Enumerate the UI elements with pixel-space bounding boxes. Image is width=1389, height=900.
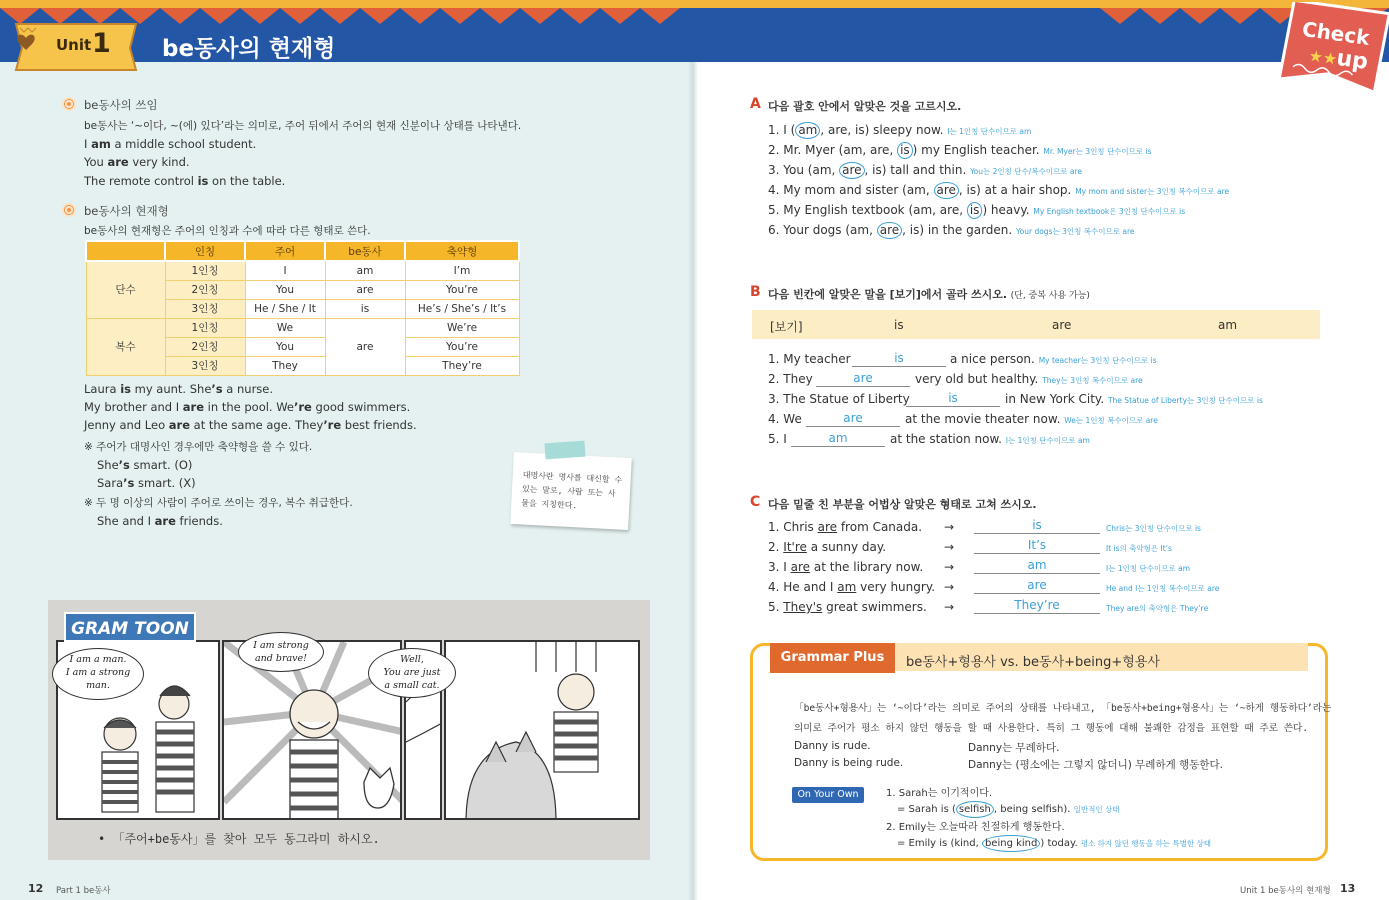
section-letter-a: A	[750, 96, 761, 112]
question-c-item: 4. He and I am very hungry.	[768, 580, 936, 594]
present-intro: be동사의 현재형은 주어의 인칭과 수에 따라 다른 형태로 쓴다.	[84, 225, 371, 237]
usage-example: I am a middle school student.	[84, 137, 257, 151]
page-number-right: 13	[1340, 882, 1356, 895]
question-c-item: 2. It're a sunny day.	[768, 540, 887, 554]
question-a-item: 1. I ( am , are, is) sleepy now. I는 1인칭 단수이므로 am	[768, 123, 1032, 137]
hint-text: He and I는 1인칭 복수이므로 are	[1106, 584, 1220, 593]
note-pronoun: ※ 주어가 대명사인 경우에만 축약형을 쓸 수 있다.	[84, 441, 313, 453]
page-number-left: 12	[28, 882, 44, 895]
header-decoration	[0, 0, 1389, 26]
tape-decoration	[544, 441, 585, 460]
question-c-item: 5. They's great swimmers.	[768, 600, 927, 614]
hint-text: I는 1인칭 단수이므로 am	[1106, 564, 1190, 573]
question-b-number: 1. My teacher	[768, 352, 851, 366]
example-sentence: My brother and I are in the pool. We’re good swimmers.	[84, 400, 411, 414]
example-sentence: Laura is my aunt. She’s a nurse.	[84, 382, 274, 396]
sticky-note-text: 대명사란 명사를 대신할 수 있는 말로, 사람 또는 사물을 지칭한다.	[521, 470, 623, 511]
instruction-c: 다음 밑줄 친 부분을 어법상 알맞은 형태로 고쳐 쓰시오.	[768, 498, 1037, 511]
table-row: 2인칭 You You’re	[86, 337, 519, 356]
arrow-icon: →	[944, 560, 955, 574]
answer-blank: They’re	[974, 598, 1100, 614]
question-b-number: 4. We	[768, 412, 802, 426]
circled-answer: am	[795, 122, 820, 139]
word-box-word: are	[1052, 318, 1072, 332]
table-row: 3인칭 They They’re	[86, 356, 519, 375]
word-box	[752, 310, 1320, 339]
arrow-icon: →	[944, 580, 955, 594]
hint-text: Chris는 3인칭 단수이므로 is	[1106, 524, 1201, 533]
question-a-item: 5. My English textbook (am, are, is ) heavy. My English textbook은 3인칭 단수이므로 is	[768, 203, 1186, 217]
spiral-bullet-icon	[62, 203, 76, 217]
question-b-rest: very old but healthy. They는 3인칭 복수이므로 are	[915, 372, 1143, 386]
svg-text:★★: ★★	[1307, 45, 1339, 69]
grammar-plus-tab: Grammar Plus	[770, 643, 895, 673]
sticky-note	[510, 452, 632, 530]
answer-blank: am	[974, 558, 1100, 574]
page-title: be동사의 현재형	[162, 36, 336, 62]
table-header	[86, 241, 165, 261]
example-sentence: Jenny and Leo are at the same age. They’re best friends.	[84, 418, 417, 432]
section-letter-b: B	[750, 284, 761, 300]
answer-blank: am	[791, 431, 885, 447]
badge-check-text: Check	[1300, 16, 1372, 50]
practice-answer: = Emily is (kind, being kind ) today. 평소 하지 않던 행동을 하는 특별한 상태	[897, 835, 1211, 852]
question-b-rest: in New York City. The Statue of Liberty는 3인칭 단수이므로 is	[1005, 392, 1263, 406]
question-a-item: 4. My mom and sister (am, are , is) at a hair shop. My mom and sister는 3인칭 복수이므로 are	[768, 183, 1230, 197]
question-b-rest: a nice person. My teacher는 3인칭 단수이므로 is	[950, 352, 1157, 366]
question-b-rest: at the station now. I는 1인칭 단수이므로 am	[890, 432, 1090, 446]
check-up-badge	[1276, 2, 1389, 94]
usage-example: The remote control is on the table.	[84, 174, 286, 188]
page-label-right: Unit 1 be동사의 현재형	[1240, 886, 1331, 896]
answer-blank: are	[806, 411, 900, 427]
speech-bubble: I am strong and brave!	[238, 632, 324, 672]
badge-up-text: up	[1334, 45, 1370, 75]
grammar-plus-title: be동사+형용사 vs. be동사+being+형용사	[906, 655, 1160, 670]
table-header: 인칭	[165, 241, 245, 261]
table-row: 단수 1인칭 I am I’m	[86, 261, 519, 280]
section-heading-present: be동사의 현재형	[84, 204, 169, 218]
grammar-example-ko: Danny는 무례하다.	[968, 742, 1060, 754]
question-a-item: 3. You (am, are , is) tall and thin. You는 2인칭 단수/복수이므로 are	[768, 163, 1083, 177]
speech-bubble: Well, You are just a small cat.	[368, 648, 456, 698]
instruction-a: 다음 괄호 안에서 알맞은 것을 고르시오.	[768, 100, 962, 113]
section-letter-c: C	[750, 494, 761, 510]
question-b-number: 5. I	[768, 432, 787, 446]
note-plural: ※ 두 명 이상의 사람이 주어로 쓰이는 경우, 복수 취급한다.	[84, 497, 353, 509]
answer-blank: is	[852, 351, 946, 367]
practice-question: 1. Sarah는 이기적이다.	[886, 788, 993, 799]
note-example: She and I are friends.	[97, 514, 223, 528]
question-c-item: 1. Chris are from Canada.	[768, 520, 923, 534]
page-gutter	[688, 0, 698, 900]
hint-text: They are의 축약형은 They’re	[1106, 604, 1209, 613]
answer-blank: is	[974, 518, 1100, 534]
usage-example: You are very kind.	[84, 155, 190, 169]
comic-panel-4	[444, 640, 640, 820]
table-row: 3인칭 He / She / It is He’s / She’s / It’s	[86, 299, 519, 318]
question-c-item: 3. I are at the library now.	[768, 560, 924, 574]
grammar-example-en: Danny is rude.	[794, 740, 871, 752]
unit-number: 1	[92, 28, 111, 59]
group-singular: 단수	[86, 261, 165, 318]
circled-answer: are	[877, 222, 902, 239]
circled-answer: are	[839, 162, 864, 179]
word-box-label: [보기]	[770, 320, 803, 334]
circled-answer: being kind	[982, 835, 1040, 852]
table-row: 2인칭 You are You’re	[86, 280, 519, 299]
grammar-example-en: Danny is being rude.	[794, 757, 904, 769]
speech-bubble: I am a man. I am a strong man.	[52, 648, 144, 700]
circled-answer: are	[934, 182, 959, 199]
circled-answer: is	[897, 142, 913, 159]
note-example: Sara’s smart. (X)	[97, 476, 196, 490]
on-your-own-label: On Your Own	[792, 787, 864, 803]
question-a-item: 6. Your dogs (am, are , is) in the garden. Your dogs는 3인칭 복수이므로 are	[768, 223, 1135, 237]
table-header: 축약형	[405, 241, 519, 261]
word-box-word: am	[1218, 318, 1238, 332]
practice-question: 2. Emily는 오늘따라 친절하게 행동한다.	[886, 822, 1065, 833]
answer-blank: It’s	[974, 538, 1100, 554]
arrow-icon: →	[944, 600, 955, 614]
note-example: She’s smart. (O)	[97, 458, 193, 472]
table-row: 복수 1인칭 We are We’re	[86, 318, 519, 337]
gram-toon-label: GRAM TOON	[64, 612, 196, 642]
circled-answer: is	[967, 202, 983, 219]
comic-illustration	[446, 642, 640, 820]
table-header: be동사	[325, 241, 405, 261]
answer-blank: is	[906, 391, 1000, 407]
answer-blank: are	[974, 578, 1100, 594]
grammar-plus-desc: 의미로 주어가 평소 하지 않던 행동을 할 때 사용한다. 특히 그 행동에 대해 불쾌한 감정을 표현할 때 주로 쓴다.	[794, 723, 1309, 734]
conjugation-table	[85, 240, 520, 376]
instruction-b: 다음 빈칸에 알맞은 말을 [보기]에서 골라 쓰시오. (단, 중복 사용 가능)	[768, 288, 1090, 301]
hint-text: It is의 축약형은 It’s	[1106, 544, 1172, 553]
question-b-number: 2. They	[768, 372, 813, 386]
question-b-rest: at the movie theater now. We는 1인칭 복수이므로 are	[905, 412, 1158, 426]
spiral-bullet-icon	[62, 97, 76, 111]
gram-toon-caption: • 「주어+be동사」를 찾아 모두 동그라미 하시오.	[98, 832, 380, 846]
question-a-item: 2. Mr. Myer (am, are, is ) my English teacher. Mr. Myer는 3인칭 단수이므로 is	[768, 143, 1152, 157]
unit-label: Unit	[56, 36, 92, 54]
circled-answer: selfish	[956, 801, 994, 818]
question-b-number: 3. The Statue of Liberty	[768, 392, 910, 406]
arrow-icon: →	[944, 540, 955, 554]
grammar-plus-desc: 「be동사+형용사」는 ‘~이다’라는 의미로 주어의 상태를 나타내고, 「be동사+being+형용사」는 ‘~하게 행동하다’라는	[794, 703, 1332, 714]
answer-blank: are	[816, 371, 910, 387]
word-box-word: is	[894, 318, 904, 332]
arrow-icon: →	[944, 520, 955, 534]
group-plural: 복수	[86, 318, 165, 375]
page-label-left: Part 1 be동사	[56, 886, 111, 896]
usage-description: be동사는 ‘~이다, ~(에) 있다’라는 의미로, 주어 뒤에서 주어의 현재 신분이나 상태를 나타낸다.	[84, 120, 522, 132]
table-header: 주어	[245, 241, 325, 261]
section-heading-usage: be동사의 쓰임	[84, 98, 158, 112]
practice-answer: = Sarah is ( selfish , being selfish). 일반적인 상태	[897, 801, 1119, 818]
grammar-example-ko: Danny는 (평소에는 그렇지 않더니) 무례하게 행동한다.	[968, 759, 1223, 771]
